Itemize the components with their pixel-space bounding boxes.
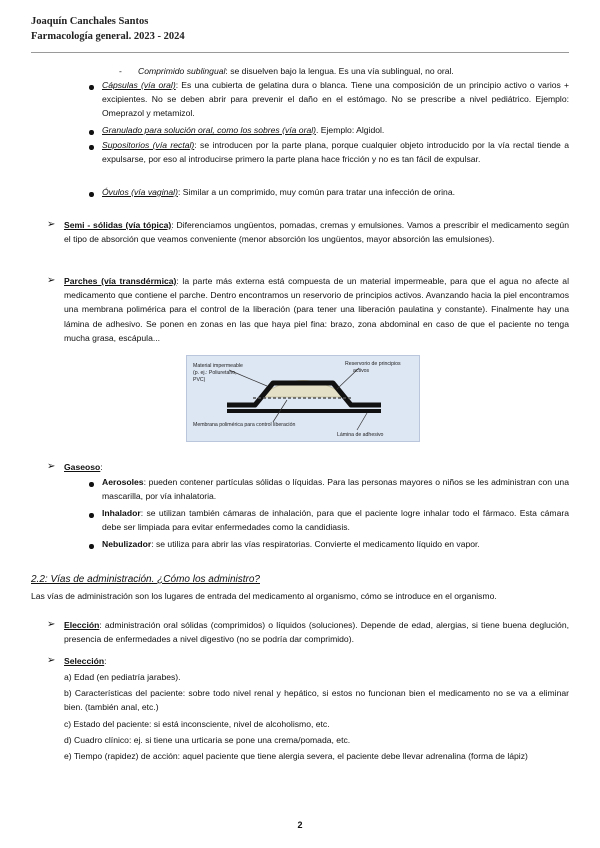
arrow-bullet: ➢ bbox=[47, 619, 56, 630]
patch-diagram bbox=[186, 355, 420, 442]
arrow-bullet: ➢ bbox=[47, 219, 56, 230]
section-gaseoso: Gaseoso: bbox=[64, 462, 103, 472]
term-semisolidas: Semi - sólidas (vía tópica) bbox=[64, 220, 172, 230]
section-seleccion: Selección: bbox=[64, 656, 107, 666]
list-item: c) Estado del paciente: si está inconsciente, nivel de alcoholismo, etc. bbox=[64, 718, 330, 729]
term-granulado: Granulado para solución oral, como los sobres (vía oral) bbox=[102, 125, 316, 135]
label-lamina: Lámina de adhesivo bbox=[337, 432, 384, 438]
section-eleccion: Elección: administración oral sólidas (comprimidos) o líquidos (soluciones). Depende de edad, alergias, si tiene buena deglución, presencia de enfermedades a nivel digestivo (no se podría dar comprimido). bbox=[64, 620, 569, 645]
list-item-aerosoles: Aerosoles: pueden contener partículas sólidas o líquidas. Para las personas mayores o niños se les administran con una mascarilla, por vía inhalatoria. bbox=[102, 477, 569, 502]
list-item: a) Edad (en pediatría jarabes). bbox=[64, 672, 181, 682]
label-reservorio: activos bbox=[353, 368, 370, 374]
arrow-bullet: ➢ bbox=[47, 275, 56, 286]
bullet-dot bbox=[89, 85, 94, 90]
author-name: Joaquín Canchales Santos bbox=[31, 16, 149, 27]
term-parches: Parches (vía transdérmica) bbox=[64, 276, 177, 286]
term-capsulas: Cápsulas (vía oral) bbox=[102, 80, 176, 90]
label-membrana: Membrana polimérica para control liberación bbox=[193, 422, 296, 428]
term-aerosoles: Aerosoles bbox=[102, 477, 144, 487]
bullet-dot bbox=[89, 145, 94, 150]
page-number: 2 bbox=[297, 820, 303, 830]
bullet-dot bbox=[89, 482, 94, 487]
label-reservorio: Reservorio de principios bbox=[345, 361, 401, 367]
page-header bbox=[31, 14, 185, 44]
list-item-inhalador: Inhalador: se utilizan también cámaras de inhalación, para que el paciente logre inhalar todo el fármaco. Esta cámara debe ser limpiada para evitar enfermedades como la candidiasis. bbox=[102, 508, 569, 533]
term-eleccion: Elección bbox=[64, 620, 100, 630]
term-gaseoso: Gaseoso bbox=[64, 462, 101, 472]
arrow-bullet: ➢ bbox=[47, 461, 56, 472]
header-divider bbox=[31, 52, 569, 53]
term-ovulos: Óvulos (vía vaginal) bbox=[102, 187, 178, 197]
label-material: (p. ej.: Poliuretano, bbox=[193, 370, 237, 376]
list-item: e) Tiempo (rapidez) de acción: aquel paciente que tiene alergia severa, el paciente debe llevar adrenalina (forma de lápiz) bbox=[64, 751, 528, 762]
section-semisolidas: Semi - sólidas (vía tópica): Diferenciamos ungüentos, pomadas, cremas y emulsiones. Vamos a prescribir el medicamento según el tipo de absorción que veamos conveniente (menor absorción los ungüentos, mayor absorción las emulsiones). bbox=[64, 220, 569, 245]
section-parches: Parches (vía transdérmica): la parte más externa está compuesta de un material impermeable, para que el agua no afecte al medicamento que contiene el parche. Dentro encontramos un reservorio de principios activos. Avanzando hacia la piel encontramos una membrana polimérica para el control de la liberación (para tener una liberación paulatina y constante). Finalmente hay una lámina de adhesivo. Se ponen en zonas en las que haya piel fina: brazo, zona abdominal en caso de que el paciente no tenga mucha grasa, escápula... bbox=[64, 276, 569, 343]
bullet-dot bbox=[89, 130, 94, 135]
list-item-supositorios: Supositorios (vía rectal): se introducen por la parte plana, porque cualquier objeto introducido por la vía rectal tiende a expulsarse, por eso al introducirse primero la parte plana hace fricción y no es tan fácil de expulsar. bbox=[102, 140, 569, 165]
term-supositorios: Supositorios (vía rectal) bbox=[102, 140, 195, 150]
term-nebulizador: Nebulizador bbox=[102, 539, 152, 549]
list-item-sublingual: Comprimido sublingual: se disuelven bajo la lengua. Es una vía sublingual, no oral. bbox=[138, 66, 454, 76]
bullet-dot bbox=[89, 513, 94, 518]
seleccion-list bbox=[64, 670, 569, 763]
label-material: Material impermeable bbox=[193, 363, 243, 369]
list-item: d) Cuadro clínico: ej. si tiene una urticaria se pone una crema/pomada, etc. bbox=[64, 734, 351, 745]
bullet-dot bbox=[89, 192, 94, 197]
label-material: PVC) bbox=[193, 377, 206, 383]
dash-marker: - bbox=[119, 66, 122, 76]
list-item-ovulos: Óvulos (vía vaginal): Similar a un comprimido, muy común para tratar una infección de orina. bbox=[102, 187, 455, 197]
arrow-bullet: ➢ bbox=[47, 655, 56, 666]
term-seleccion: Selección bbox=[64, 656, 105, 666]
list-item-nebulizador: Nebulizador: se utiliza para abrir las vías respiratorias. Convierte el medicamento líquido en vapor. bbox=[102, 539, 480, 549]
list-item: b) Características del paciente: sobre todo nivel renal y hepático, si estos no funcionan bien el medicamento no se va a eliminar bien. (también anal, etc.) bbox=[64, 688, 569, 713]
list-item-capsulas: Cápsulas (vía oral): Es una cubierta de gelatina dura o blanca. Tiene una composición de un principio activo o varios + excipientes. No se deben abrir para prevenir el daño en el estómago. No se prescribe a nivel pediátrico. Ejemplo: Omeprazol y metamizol. bbox=[102, 80, 569, 119]
bullet-dot bbox=[89, 544, 94, 549]
list-item-granulado: Granulado para solución oral, como los sobres (vía oral). Ejemplo: Algidol. bbox=[102, 125, 385, 135]
section-intro: Las vías de administración son los lugares de entrada del medicamento al organismo, cómo se introduce en el organismo. bbox=[31, 591, 497, 601]
term-inhalador: Inhalador bbox=[102, 508, 141, 518]
term-sublingual: Comprimido sublingual bbox=[138, 66, 226, 76]
course-title: Farmacología general. 2023 - 2024 bbox=[31, 31, 185, 42]
adhesive-layer bbox=[227, 409, 381, 413]
section-title: 2.2: Vías de administración. ¿Cómo los administro? bbox=[31, 574, 260, 585]
patch-diagram-svg bbox=[187, 356, 419, 441]
